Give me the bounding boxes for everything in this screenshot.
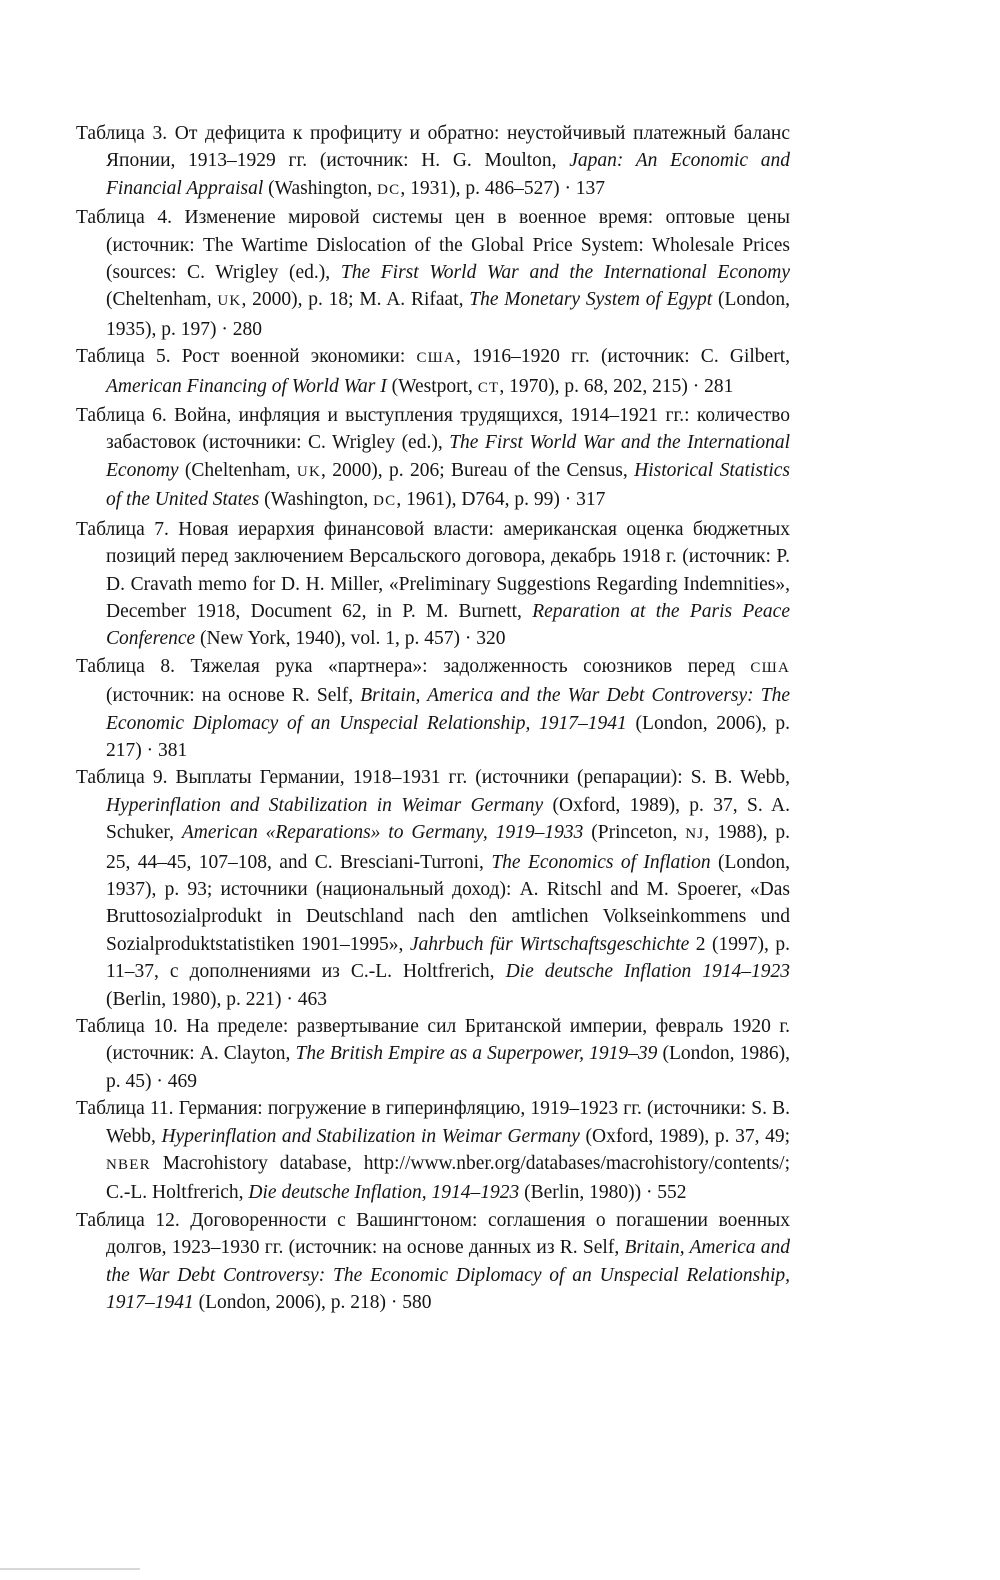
entry-text: , 2000), p. 18; M. A. Rifaat, xyxy=(241,289,470,311)
entry-text: , 1916–1920 гг. (источник: C. Gilbert, xyxy=(456,346,790,368)
entry-text: Таблица 5. Рост военной экономики: xyxy=(76,346,417,368)
entry-title-italic: Japan: An Economic and Financial Appraisal xyxy=(106,150,790,199)
entry-text: (London, 1986), p. 45) · 469 xyxy=(106,1043,790,1092)
entry-text: Таблица 8. Тяжелая рука «партнера»: задолженность союзников перед xyxy=(76,655,751,677)
table-list-entry xyxy=(76,402,790,516)
entry-title-italic: Hyperinflation and Stabilization in Weimar Germany xyxy=(106,794,544,816)
entry-text: (Washington, xyxy=(263,177,378,199)
entry-title-italic: Die deutsche Inflation, 1914–1923 xyxy=(248,1182,520,1204)
entry-text: (Washington, xyxy=(259,489,374,511)
entry-title-italic: The First World War and the International Economy xyxy=(106,432,790,481)
entry-text: (London, 1935), p. 197) · 280 xyxy=(106,289,791,340)
entry-text: США xyxy=(416,350,457,367)
entry-text: (Princeton, xyxy=(583,822,686,844)
table-list-entry xyxy=(76,120,790,204)
entry-text: (New York, 1940), vol. 1, p. 457) · 320 xyxy=(195,628,506,650)
table-list-entry xyxy=(76,204,790,343)
entry-text: Таблица 3. От дефицита к профициту и обратно: неустойчивый платежный баланс Японии, 1913–1929 гг. (источник: H. G. Moulton, xyxy=(76,123,790,172)
entry-text: (London, 1937), p. 93; источники (национальный доход): A. Ritschl and M. Spoerer, «Das Bruttosozialprodukt in Deutschland nach den amtlichen Volkseinkommens und Sozialproduktstatistiken 1901–1995», xyxy=(106,851,790,955)
table-list-entry xyxy=(76,764,790,1013)
entry-text: (Westport, xyxy=(386,375,478,397)
entry-text: Macrohistory database, http://www.nber.org/databases/macrohistory/contents/; C.-L. Holtfrerich, xyxy=(106,1153,790,1204)
entry-text: Таблица 11. Германия: погружение в гиперинфляцию, 1919–1923 гг. (источники: S. B. Webb, xyxy=(76,1098,790,1147)
entry-text: 2 (1997), p. 11–37, с дополнениями из C.-L. Holtfrerich, xyxy=(106,933,790,983)
entry-text: UK xyxy=(217,293,242,310)
entry-title-italic: American «Reparations» to Germany, 1919–1933 xyxy=(181,822,584,844)
table-list-entry xyxy=(76,1095,790,1207)
entry-title-italic: Britain, America and the War Debt Controversy: The Economic Diplomacy of an Unspecial Relationship, 1917–1941 xyxy=(106,1237,790,1314)
entry-title-italic: Die deutsche Inflation 1914–1923 xyxy=(505,961,790,983)
table-list-entry xyxy=(76,343,790,402)
entry-title-italic: Hyperinflation and Stabilization in Weimar Germany xyxy=(161,1125,580,1147)
entry-text: UK xyxy=(296,463,321,480)
entry-text: DC xyxy=(373,493,397,510)
entry-title-italic: The First World War and the International Economy xyxy=(340,262,790,284)
table-list-entry xyxy=(76,1013,790,1095)
entry-text: CT xyxy=(477,379,500,396)
entry-title-italic: The Monetary System of Egypt xyxy=(469,289,713,311)
entry-text: NJ xyxy=(685,826,705,843)
entry-title-italic: Reparation at the Paris Peace Conference xyxy=(106,600,790,650)
entry-text: Таблица 7. Новая иерархия финансовой власти: американская оценка бюджетных позиций перед заключением Версальского договора, декабрь 1918 г. (источник: P. D. Cravath memo for D. H. Miller, «Preliminary Suggestions Regarding Indemnities», December 1918, Document 62, in P. M. Burnett, xyxy=(76,518,790,622)
entry-title-italic: Britain, America and the War Debt Controversy: The Economic Diplomacy of an Unspecial Relationship, 1917–1941 xyxy=(106,685,791,734)
page-edge-mark xyxy=(0,1568,140,1570)
entry-text: (Oxford, 1989), p. 37, 49; xyxy=(579,1125,791,1147)
entry-text: NBER xyxy=(106,1157,151,1174)
entry-text: (Cheltenham, xyxy=(178,459,297,481)
entry-text: , 1931), p. 486–527) · 137 xyxy=(400,177,606,199)
table-list-entry xyxy=(76,516,790,653)
entry-text: (Berlin, 1980), p. 221) · 463 xyxy=(106,988,327,1010)
entry-text: Таблица 4. Изменение мировой системы цен в военное время: оптовые цены (источник: The Wartime Dislocation of the Global Price System: Wholesale Prices (sources: C. Wrigley (ed.), xyxy=(76,207,790,284)
entry-title-italic: Jahrbuch für Wirtschaftsgeschichte xyxy=(409,933,690,955)
entry-text: , 1961), D764, p. 99) · 317 xyxy=(396,489,606,511)
entry-title-italic: Historical Statistics of the United States xyxy=(106,459,790,511)
entry-text: Таблица 6. Война, инфляция и выступления трудящихся, 1914–1921 гг.: количество забастовок (источники: C. Wrigley (ed.), xyxy=(76,405,790,454)
entry-text: DC xyxy=(377,181,401,198)
entry-text: (Cheltenham, xyxy=(106,289,218,311)
entry-text: (London, 2006), p. 218) · 580 xyxy=(193,1292,432,1314)
list-of-tables xyxy=(76,120,790,1316)
table-list-entry xyxy=(76,1207,790,1317)
entry-text: (Oxford, 1989), p. 37, S. A. Schuker, xyxy=(106,794,790,844)
entry-text: , 1970), p. 68, 202, 215) · 281 xyxy=(499,375,734,397)
entry-title-italic: American Financing of World War I xyxy=(106,375,387,397)
entry-text: Таблица 12. Договоренности с Вашингтоном: соглашения о погашении военных долгов, 1923–1930 гг. (источник: на основе данных из R. Self, xyxy=(76,1209,790,1259)
entry-text: (Berlin, 1980)) · 552 xyxy=(519,1182,687,1204)
entry-text: , 2000), p. 206; Bureau of the Census, xyxy=(320,459,635,481)
entry-title-italic: The British Empire as a Superpower, 1919–39 xyxy=(295,1043,658,1065)
table-list-entry xyxy=(76,653,790,765)
entry-text: Таблица 10. На пределе: развертывание сил Британской империи, февраль 1920 г. (источник: A. Clayton, xyxy=(76,1016,790,1065)
entry-text: США xyxy=(750,659,790,676)
entry-title-italic: The Economics of Inflation xyxy=(491,851,711,873)
entry-text: Таблица 9. Выплаты Германии, 1918–1931 гг. (источники (репарации): S. B. Webb, xyxy=(76,767,790,789)
entry-text: , 1988), p. 25, 44–45, 107–108, and C. Bresciani-Turroni, xyxy=(106,822,790,873)
entry-text: (источник: на основе R. Self, xyxy=(106,685,361,707)
entry-text: (London, 2006), p. 217) · 381 xyxy=(106,712,791,761)
